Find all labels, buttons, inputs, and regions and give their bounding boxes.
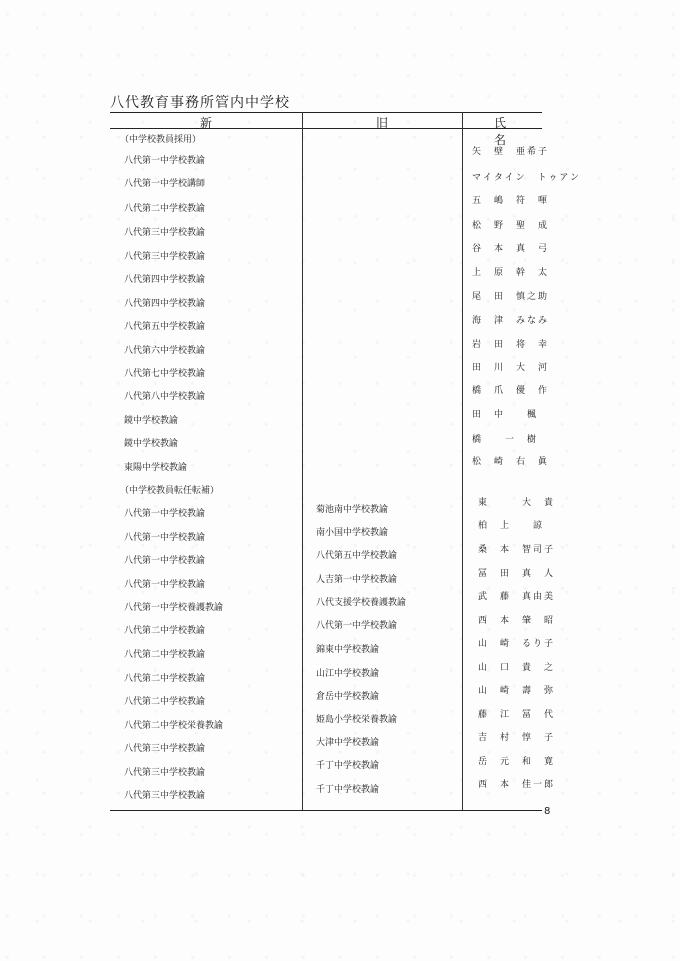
table-cell-name: マイタイン トゥアン (472, 173, 582, 183)
table-cell-new: 八代第四中学校教諭 (124, 299, 206, 309)
table-cell-new: 八代第三中学校教諭 (124, 744, 206, 754)
table-cell-new: 八代第一中学校教諭 (124, 509, 206, 519)
table-cell-name: 桑 本 智司子 (478, 545, 556, 555)
table-cell-new: 八代第三中学校教諭 (124, 252, 206, 262)
table-cell-name: 西 本 佳一郎 (478, 780, 556, 790)
table-cell-old: 錦東中学校教諭 (316, 645, 380, 655)
column-divider (302, 112, 303, 810)
table-cell-new: 八代第一中学校教諭 (124, 580, 206, 590)
table-cell-name: 田 中 楓 (472, 410, 539, 420)
table-cell-name: 田 川 大 河 (472, 363, 550, 373)
table-cell-old: 八代第五中学校教諭 (316, 551, 398, 561)
table-cell-name: 西 本 肇 昭 (478, 616, 556, 626)
table-cell-name: 東 大 貴 (478, 498, 556, 508)
table-cell-new: 八代第二中学校教諭 (124, 697, 206, 707)
table-cell-name: 松 野 聖 成 (472, 221, 550, 231)
table-cell-name: 岳 元 和 寛 (478, 757, 556, 767)
table-cell-new: 鏡中学校教諭 (124, 416, 179, 426)
header-old: 旧 (375, 116, 388, 130)
table-cell-old: 南小国中学校教諭 (316, 528, 389, 538)
table-cell-name: 藤 江 冨 代 (478, 710, 556, 720)
table-cell-new: 八代第一中学校教諭 (124, 533, 206, 543)
table-cell-name: 山 口 貴 之 (478, 663, 556, 673)
table-cell-new: 八代第五中学校教諭 (124, 322, 206, 332)
table-cell-name: 谷 本 真 弓 (472, 244, 550, 254)
header-name: 氏 名 (493, 116, 547, 147)
page-number: 8 (544, 806, 551, 817)
table-cell-new: 八代第三中学校教諭 (124, 791, 206, 801)
table-cell-new: 八代第一中学校講師 (124, 179, 206, 189)
table-cell-name: 矢 壁 亜希子 (472, 147, 550, 157)
table-cell-new: 八代第二中学校教諭 (124, 650, 206, 660)
table-cell-new: 八代第三中学校教諭 (124, 768, 206, 778)
table-cell-new: 八代第二中学校教諭 (124, 626, 206, 636)
page-title: 八代教育事務所管内中学校 (110, 95, 290, 111)
personnel-table (110, 110, 582, 811)
table-cell-new: 東陽中学校教諭 (124, 463, 188, 473)
table-cell-new: 鏡中学校教諭 (124, 439, 179, 449)
table-cell-name: 上 原 幹 太 (472, 268, 550, 278)
table-cell-new: 八代第二中学校栄養教諭 (124, 721, 224, 731)
table-cell-new: 八代第二中学校教諭 (124, 204, 206, 214)
table-cell-new: 八代第六中学校教諭 (124, 346, 206, 356)
table-cell-new: 八代第一中学校養護教諭 (124, 603, 224, 613)
table-cell-new: 八代第二中学校教諭 (124, 674, 206, 684)
table-cell-new: 八代第一中学校教諭 (124, 156, 206, 166)
table-cell-name: 尾 田 慎之助 (472, 292, 550, 302)
table-cell-new: 八代第八中学校教諭 (124, 392, 206, 402)
table-cell-new: 八代第七中学校教諭 (124, 369, 206, 379)
table-cell-name: 五 嶋 符 喗 (472, 196, 550, 206)
section-heading-hire: （中学校教員採用） (120, 135, 202, 145)
table-cell-name: 山 崎 壽 弥 (478, 686, 556, 696)
table-cell-old: 八代第一中学校教諭 (316, 621, 398, 631)
header-new: 新 (199, 116, 212, 130)
table-cell-old: 千丁中学校教諭 (316, 785, 380, 795)
table-cell-name: 柏 上 諒 (478, 521, 545, 531)
section-heading-transfer: （中学校教員転任転補） (120, 486, 220, 496)
table-cell-old: 千丁中学校教諭 (316, 761, 380, 771)
table-cell-name: 橋 爪 優 作 (472, 386, 550, 396)
table-cell-name: 吉 村 惇 子 (478, 733, 556, 743)
table-cell-new: 八代第四中学校教諭 (124, 275, 206, 285)
table-cell-old: 山江中学校教諭 (316, 669, 380, 679)
table-cell-old: 姫島小学校栄養教諭 (316, 715, 398, 725)
table-cell-old: 八代支援学校養護教諭 (316, 598, 407, 608)
table-cell-name: 山 崎 るり子 (478, 639, 556, 649)
table-cell-new: 八代第三中学校教諭 (124, 228, 206, 238)
table-cell-old: 大津中学校教諭 (316, 738, 380, 748)
table-top-rule (110, 112, 542, 113)
table-cell-name: 海 津 みなみ (472, 316, 550, 326)
table-cell-name: 武 藤 真由美 (478, 592, 556, 602)
column-divider (462, 112, 463, 810)
table-cell-name: 松 崎 右 眞 (472, 457, 550, 467)
table-cell-old: 菊池南中学校教諭 (316, 505, 389, 515)
table-cell-old: 倉岳中学校教諭 (316, 692, 380, 702)
table-cell-new: 八代第一中学校教諭 (124, 556, 206, 566)
table-cell-name: 橋 一 樹 (472, 435, 539, 445)
table-cell-name: 岩 田 将 幸 (472, 340, 550, 350)
table-cell-old: 人吉第一中学校教諭 (316, 575, 398, 585)
table-cell-name: 冨 田 真 人 (478, 569, 556, 579)
